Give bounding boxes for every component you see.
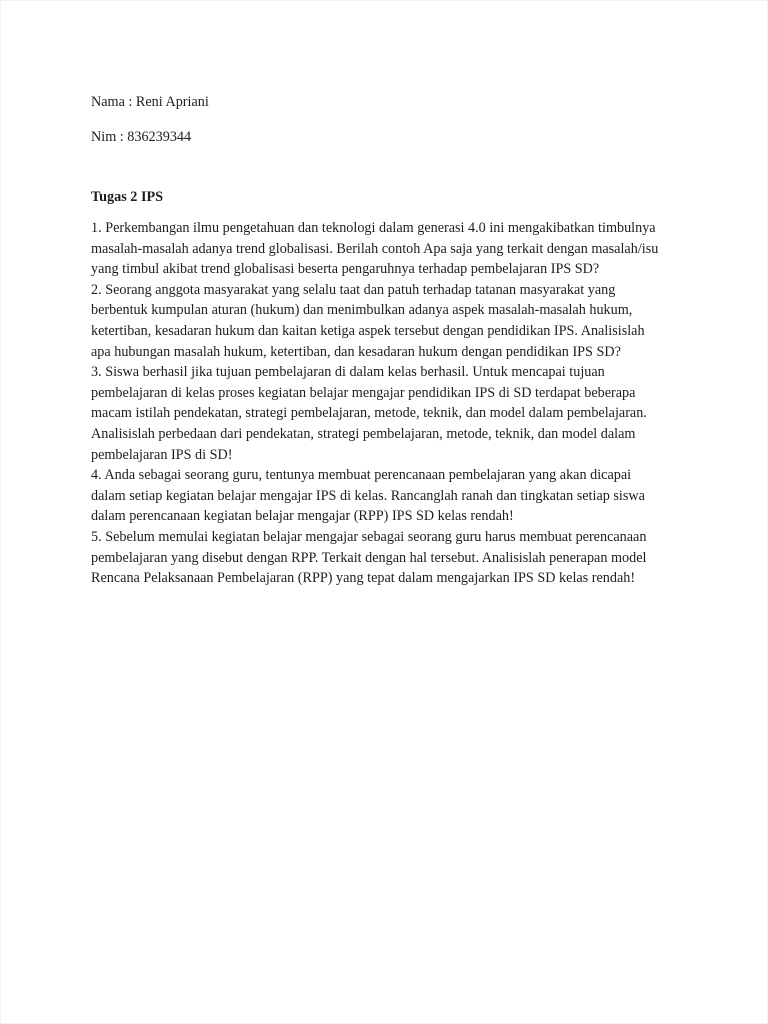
document-body bbox=[91, 92, 661, 589]
assignment-title: Tugas 2 IPS bbox=[91, 189, 164, 205]
student-name: Nama : Reni Apriani bbox=[91, 94, 209, 110]
question-3: 3. Siswa berhasil jika tujuan pembelajaran di dalam kelas berhasil. Untuk mencapai tujuan pembelajaran di kelas proses kegiatan belajar mengajar pendidikan IPS di SD terdapat beberapa macam istilah pendekatan, strategi pembelajaran, metode, teknik, dan model dalam pembelajaran. Analisislah perbedaan dari pendekatan, strategi pembelajaran, metode, teknik, dan model dalam pembelajaran IPS di SD! bbox=[91, 364, 647, 463]
question-4: 4. Anda sebagai seorang guru, tentunya membuat perencanaan pembelajaran yang akan dicapai dalam setiap kegiatan belajar mengajar IPS di kelas. Rancanglah ranah dan tingkatan setiap siswa dalam perencanaan kegiatan belajar mengajar (RPP) IPS SD kelas rendah! bbox=[91, 467, 645, 525]
question-5: 5. Sebelum memulai kegiatan belajar mengajar sebagai seorang guru harus membuat perencanaan pembelajaran yang disebut dengan RPP. Terkait dengan hal tersebut. Analisislah penerapan model Rencana Pelaksanaan Pembelajaran (RPP) yang tepat dalam mengajarkan IPS SD kelas rendah! bbox=[91, 528, 647, 587]
student-nim: Nim : 836239344 bbox=[91, 129, 192, 145]
question-2: 2. Seorang anggota masyarakat yang selalu taat dan patuh terhadap tatanan masyarakat yang berbentuk kumpulan aturan (hukum) dan menimbulkan adanya aspek masalah-masalah hukum, ketertiban, kesadaran hukum dan kaitan ketiga aspek tersebut dengan pendidikan IPS. Analisislah apa hubungan masalah hukum, ketertiban, dan kesadaran hukum dengan pendidikan IPS SD? bbox=[91, 281, 645, 360]
question-list bbox=[91, 218, 661, 589]
question-1: 1. Perkembangan ilmu pengetahuan dan teknologi dalam generasi 4.0 ini mengakibatkan timbulnya masalah-masalah adanya trend globalisasi. Berilah contoh Apa saja yang terkait dengan masalah/isu yang timbul akibat trend globalisasi beserta pengaruhnya terhadap pembelajaran IPS SD? bbox=[91, 220, 659, 278]
